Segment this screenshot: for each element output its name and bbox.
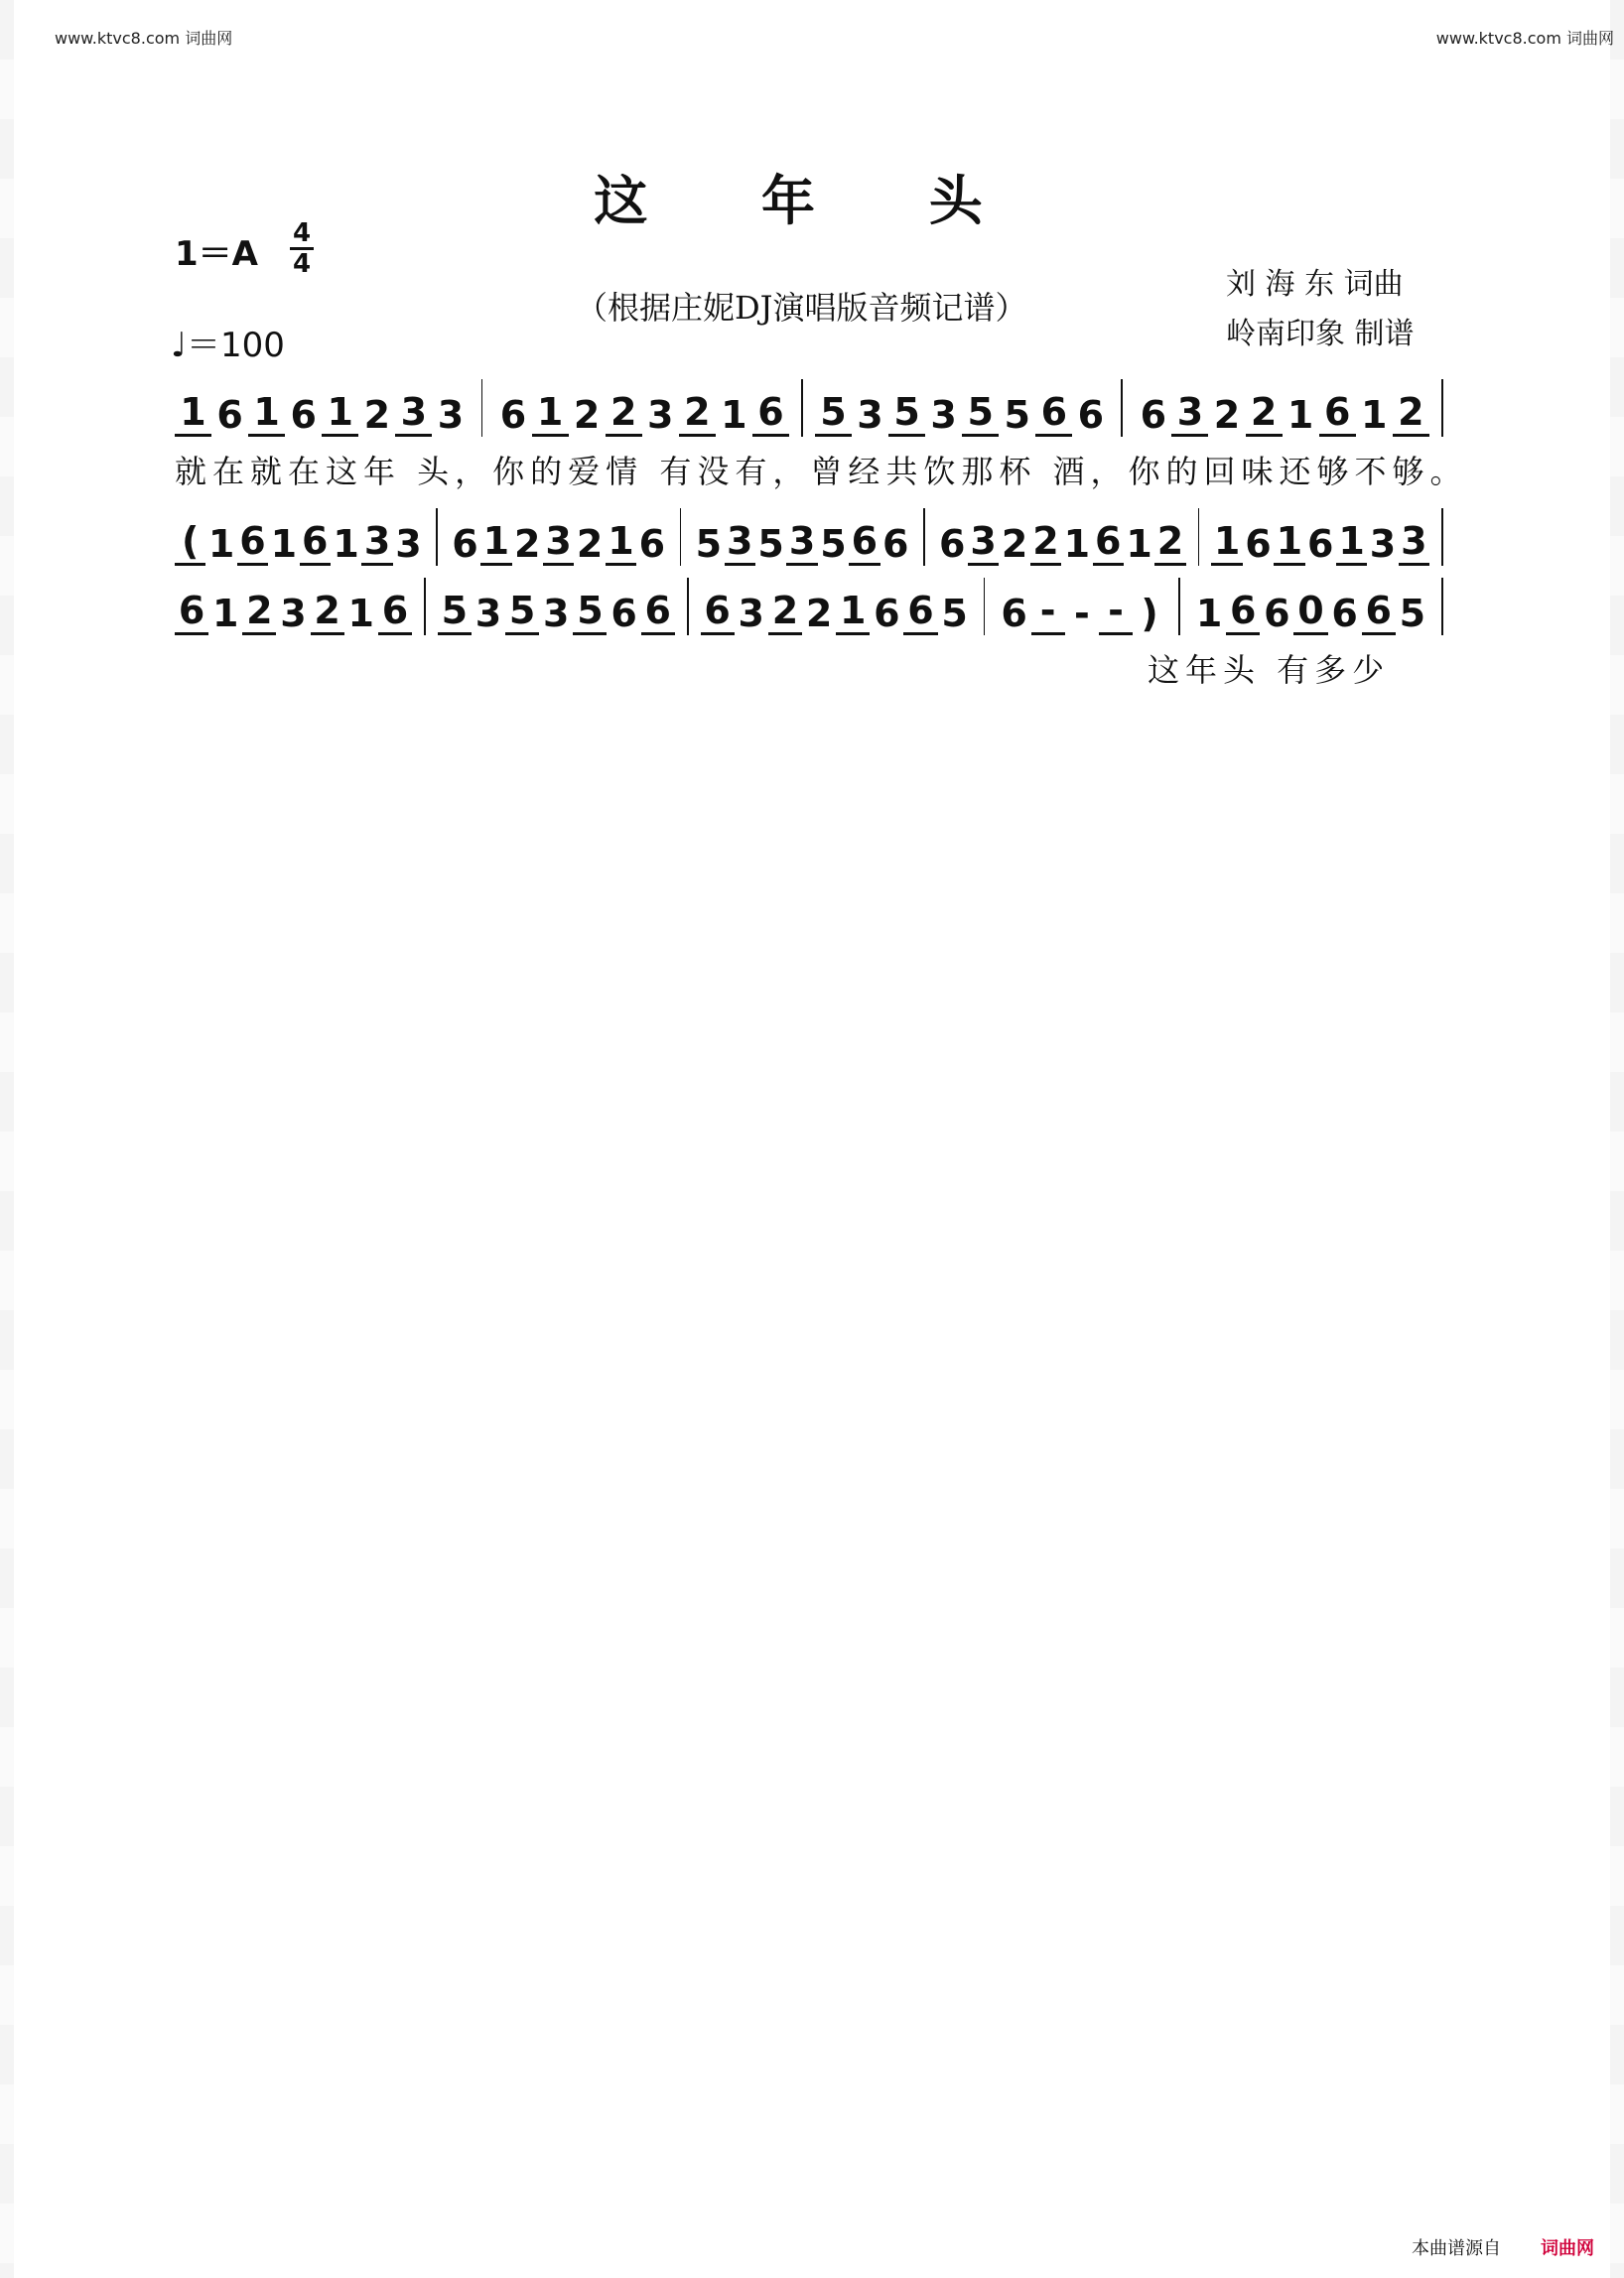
note: 6 bbox=[1306, 522, 1334, 566]
note: 6 bbox=[1362, 589, 1396, 635]
barline bbox=[923, 508, 925, 566]
note: 2 bbox=[576, 522, 604, 566]
note: 6 bbox=[300, 519, 331, 566]
note: 5 bbox=[820, 522, 847, 566]
note: 5 bbox=[941, 592, 968, 635]
note: 2 bbox=[679, 390, 716, 437]
note: 1 bbox=[347, 592, 374, 635]
barline bbox=[1441, 578, 1443, 635]
note: 5 bbox=[815, 390, 852, 437]
note: - bbox=[1073, 592, 1090, 635]
note: 6 bbox=[638, 522, 666, 566]
barline bbox=[1178, 578, 1180, 635]
staff-line-1-notes bbox=[175, 377, 1455, 437]
credits-line-2: 岭南印象 制谱 bbox=[1226, 317, 1415, 351]
note: 1 bbox=[721, 393, 747, 437]
note: 3 bbox=[786, 519, 817, 566]
note: 6 bbox=[1331, 592, 1358, 635]
note: 1 bbox=[1126, 522, 1152, 566]
barline bbox=[1121, 379, 1123, 437]
note: 6 bbox=[237, 519, 268, 566]
note: ( bbox=[175, 519, 205, 566]
note: 2 bbox=[768, 589, 802, 635]
tempo-marking: ♩＝100 bbox=[171, 326, 285, 365]
barline bbox=[680, 508, 682, 566]
note: 2 bbox=[242, 589, 276, 635]
note: 3 bbox=[647, 393, 674, 437]
note: 3 bbox=[1399, 519, 1429, 566]
watermark-right: www.ktvc8.com 词曲网 bbox=[1435, 29, 1614, 48]
note: ) bbox=[1141, 592, 1158, 635]
note: 6 bbox=[1140, 393, 1167, 437]
credits-line-1: 刘 海 东 词曲 bbox=[1226, 267, 1404, 302]
note: 3 bbox=[1369, 522, 1397, 566]
key-signature: 1＝A bbox=[175, 234, 258, 274]
note: 6 bbox=[1319, 390, 1356, 437]
note: 1 bbox=[175, 390, 211, 437]
note: 5 bbox=[573, 589, 607, 635]
barline bbox=[1441, 508, 1443, 566]
note: 2 bbox=[514, 522, 541, 566]
note: 1 bbox=[207, 522, 235, 566]
note: 6 bbox=[499, 393, 527, 437]
note: 5 bbox=[695, 522, 723, 566]
note: 6 bbox=[452, 522, 478, 566]
note: 2 bbox=[1213, 393, 1241, 437]
footer-text: 本曲谱源自 bbox=[1412, 2238, 1501, 2259]
note: 2 bbox=[1030, 519, 1061, 566]
staff-line-3-notes bbox=[175, 576, 1455, 635]
note: 2 bbox=[311, 589, 344, 635]
note: 6 bbox=[881, 522, 909, 566]
note: 1 bbox=[1336, 519, 1367, 566]
note: 0 bbox=[1293, 589, 1327, 635]
note: 1 bbox=[1063, 522, 1091, 566]
note: 6 bbox=[1001, 592, 1027, 635]
note: 2 bbox=[805, 592, 833, 635]
note: 1 bbox=[248, 390, 285, 437]
note: 3 bbox=[738, 592, 764, 635]
note: 2 bbox=[606, 390, 642, 437]
note: 6 bbox=[874, 592, 900, 635]
note: 6 bbox=[641, 589, 675, 635]
note: 6 bbox=[1035, 390, 1072, 437]
note: 5 bbox=[757, 522, 784, 566]
note: 2 bbox=[1154, 519, 1185, 566]
watermark-left: www.ktvc8.com 词曲网 bbox=[55, 29, 233, 48]
note: 2 bbox=[573, 393, 601, 437]
note: 6 bbox=[752, 390, 789, 437]
note: - bbox=[1099, 589, 1133, 635]
note: 1 bbox=[1195, 592, 1223, 635]
note: 6 bbox=[939, 522, 966, 566]
note: 3 bbox=[361, 519, 392, 566]
barline bbox=[1441, 379, 1443, 437]
note: 3 bbox=[474, 592, 502, 635]
note: 6 bbox=[1226, 589, 1260, 635]
note: 3 bbox=[543, 592, 570, 635]
note: 1 bbox=[333, 522, 359, 566]
left-border-strip bbox=[0, 0, 14, 2278]
barline bbox=[801, 379, 803, 437]
note: 3 bbox=[437, 393, 465, 437]
note: 1 bbox=[1211, 519, 1242, 566]
note: 6 bbox=[610, 592, 637, 635]
note: 6 bbox=[1093, 519, 1124, 566]
song-title: 这 年 头 bbox=[594, 169, 1030, 232]
note: 1 bbox=[532, 390, 569, 437]
note: 1 bbox=[480, 519, 511, 566]
footer-brand: 词曲网 bbox=[1541, 2238, 1594, 2259]
time-signature-top: 4 bbox=[292, 218, 312, 248]
note: 1 bbox=[836, 589, 870, 635]
note: 6 bbox=[903, 589, 937, 635]
barline bbox=[687, 578, 689, 635]
note: 5 bbox=[1399, 592, 1426, 635]
note: - bbox=[1031, 589, 1065, 635]
note: 1 bbox=[1274, 519, 1304, 566]
footer bbox=[1412, 2234, 1594, 2260]
barline bbox=[984, 578, 986, 635]
note: 6 bbox=[378, 589, 412, 635]
note: 2 bbox=[1001, 522, 1028, 566]
note: 6 bbox=[1245, 522, 1272, 566]
note: 5 bbox=[888, 390, 925, 437]
note: 6 bbox=[175, 589, 208, 635]
note: 5 bbox=[962, 390, 999, 437]
note: 6 bbox=[849, 519, 880, 566]
credits bbox=[1226, 260, 1415, 359]
note: 2 bbox=[1393, 390, 1429, 437]
note: 6 bbox=[1264, 592, 1290, 635]
note: 1 bbox=[1286, 393, 1314, 437]
barline bbox=[436, 508, 438, 566]
barline bbox=[481, 379, 483, 437]
time-signature bbox=[290, 220, 314, 277]
staff-line-1-lyrics: 就在就在这年 头，你的爱情 有没有，曾经共饮那杯 酒，你的回味还够不够。 bbox=[175, 453, 1468, 490]
note: 3 bbox=[543, 519, 574, 566]
barline bbox=[1198, 508, 1200, 566]
note: 6 bbox=[290, 393, 317, 437]
note: 1 bbox=[322, 390, 358, 437]
note: 6 bbox=[216, 393, 243, 437]
note: 5 bbox=[505, 589, 539, 635]
note: 1 bbox=[606, 519, 636, 566]
note: 5 bbox=[1004, 393, 1030, 437]
time-signature-bottom: 4 bbox=[292, 249, 312, 279]
note: 1 bbox=[1361, 393, 1388, 437]
note: 3 bbox=[968, 519, 999, 566]
note: 5 bbox=[438, 589, 472, 635]
note: 2 bbox=[363, 393, 391, 437]
note: 6 bbox=[701, 589, 735, 635]
note: 3 bbox=[857, 393, 883, 437]
staff-line-2-notes bbox=[175, 506, 1455, 566]
note: 3 bbox=[1171, 390, 1208, 437]
staff-line-3-lyrics: 这年头 有多少 bbox=[1148, 651, 1391, 689]
note: 2 bbox=[1246, 390, 1283, 437]
note: 6 bbox=[1077, 393, 1105, 437]
right-border-strip bbox=[1610, 0, 1624, 2278]
note: 3 bbox=[725, 519, 755, 566]
note: 3 bbox=[395, 390, 432, 437]
note: 3 bbox=[395, 522, 422, 566]
subtitle: （根据庄妮DJ演唱版音频记谱） bbox=[576, 289, 1027, 327]
note: 3 bbox=[930, 393, 957, 437]
note: 3 bbox=[280, 592, 307, 635]
note: 1 bbox=[270, 522, 298, 566]
barline bbox=[424, 578, 426, 635]
note: 1 bbox=[211, 592, 239, 635]
